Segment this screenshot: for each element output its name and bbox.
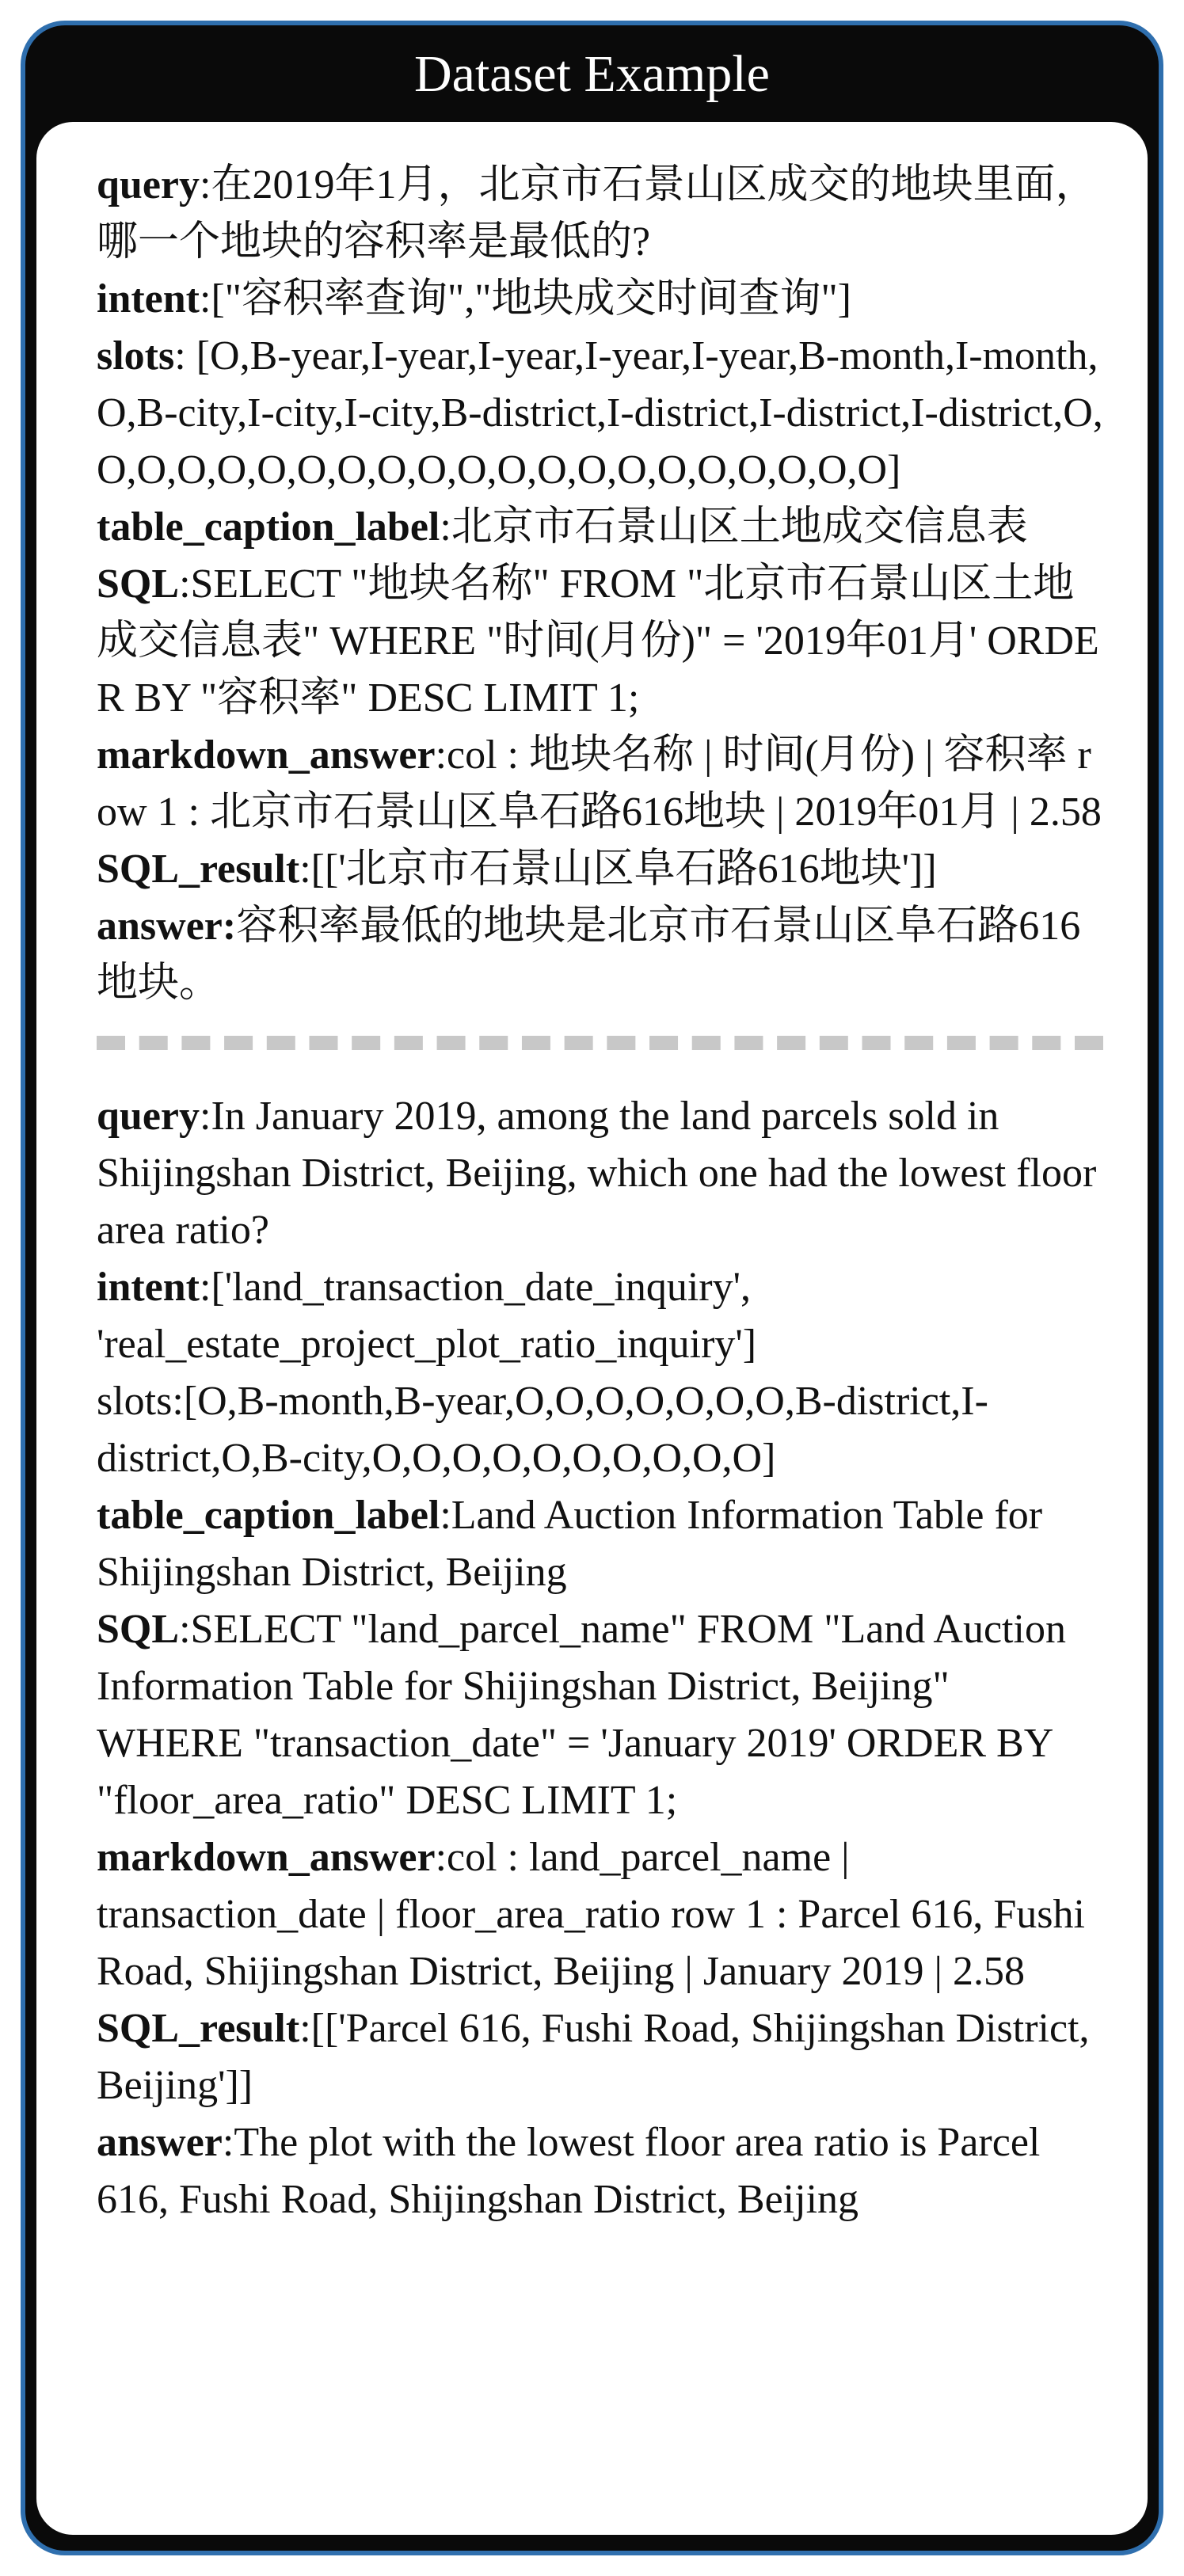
- en-slots-field: [97, 1373, 1103, 1487]
- en-markdown-answer-field: markdown_answer:col : land_parcel_name | transaction_date | floor_area_ratio row 1 : Parcel 616, Fushi Road, Shijingshan District, Beijing | January 2019 | 2.58: [97, 1835, 1085, 1994]
- cn-table-caption-value: 北京市石景山区土地成交信息表: [451, 504, 1028, 550]
- en-answer-field: answer:The plot with the lowest floor area ratio is Parcel 616, Fushi Road, Shijingshan District, Beijing: [97, 2120, 1041, 2222]
- en-sql-field: SQL:SELECT "land_parcel_name" FROM "Land Auction Information Table for Shijingshan District, Beijing" WHERE "transaction_date" = 'January 2019' ORDER BY "floor_area_ratio" DESC LIMIT 1;: [97, 1607, 1066, 1823]
- section-divider: [97, 1036, 1103, 1050]
- en-sql-value: SELECT "land_parcel_name" FROM "Land Auction Information Table for Shijingshan District, Beijing" WHERE "transaction_date" = 'January 2019' ORDER BY "floor_area_ratio" DESC LIMIT 1;: [97, 1607, 1066, 1823]
- cn-intent-value: ["容积率查询","地块成交时间查询"]: [211, 276, 851, 322]
- cn-slots-value: [O,B-year,I-year,I-year,I-year,I-year,B-month,I-month,O,B-city,I-city,I-city,B-district,I-district,I-district,I-district,O,O,O,O,O,O,O,O,O,O,O,O,O,O,O,O,O,O,O,O,O]: [97, 333, 1103, 493]
- cn-sql-result-field: SQL_result:[['北京市石景山区阜石路616地块']]: [97, 847, 937, 892]
- cn-sql-result-value: [['北京市石景山区阜石路616地块']]: [310, 847, 937, 892]
- en-slots-value: slots:[O,B-month,B-year,O,O,O,O,O,O,O,B-district,I-district,O,B-city,O,O,O,O,O,O,O,O,O,O]: [97, 1379, 988, 1481]
- cn-query-field: query:在2019年1月，北京市石景山区成交的地块里面，哪一个地块的容积率是最低的?: [97, 162, 1097, 264]
- content-panel: [36, 122, 1148, 2535]
- dataset-example-card: [21, 21, 1163, 2555]
- english-example: [97, 1088, 1103, 2228]
- en-markdown-answer-value: col : land_parcel_name | transaction_date | floor_area_ratio row 1 : Parcel 616, Fushi Road, Shijingshan District, Beijing | January 2019 | 2.58: [97, 1835, 1085, 1994]
- cn-query-value: 在2019年1月，北京市石景山区成交的地块里面，哪一个地块的容积率是最低的?: [97, 162, 1097, 264]
- en-sql-result-value: [['Parcel 616, Fushi Road, Shijingshan District, Beijing']]: [97, 2006, 1090, 2108]
- cn-markdown-answer-field: markdown_answer:col : 地块名称 | 时间(月份) | 容积率 row 1 : 北京市石景山区阜石路616地块 | 2019年01月 | 2.58: [97, 732, 1102, 835]
- cn-markdown-answer-value: col : 地块名称 | 时间(月份) | 容积率 row 1 : 北京市石景山区阜石路616地块 | 2019年01月 | 2.58: [97, 732, 1102, 835]
- cn-table-caption-field: table_caption_label:北京市石景山区土地成交信息表: [97, 504, 1028, 550]
- card-title: Dataset Example: [414, 45, 770, 103]
- chinese-example: [97, 157, 1103, 1012]
- en-table-caption-field: table_caption_label:Land Auction Information Table for Shijingshan District, Beijing: [97, 1493, 1043, 1595]
- en-answer-value: The plot with the lowest floor area ratio is Parcel 616, Fushi Road, Shijingshan District, Beijing: [97, 2120, 1041, 2222]
- cn-sql-field: SQL:SELECT "地块名称" FROM "北京市石景山区土地成交信息表" WHERE "时间(月份)" = '2019年01月' ORDER BY "容积率" DESC LIMIT 1;: [97, 561, 1099, 721]
- cn-answer-value: 容积率最低的地块是北京市石景山区阜石路616地块。: [97, 904, 1081, 1006]
- en-query-field: query:In January 2019, among the land parcels sold in Shijingshan District, Beijing, which one had the lowest floor area ratio?: [97, 1094, 1097, 1253]
- en-intent-field: intent:['land_transaction_date_inquiry', 'real_estate_project_plot_ratio_inquiry']: [97, 1265, 757, 1367]
- en-table-caption-value: Land Auction Information Table for Shijingshan District, Beijing: [97, 1493, 1043, 1595]
- cn-sql-value: SELECT "地块名称" FROM "北京市石景山区土地成交信息表" WHERE "时间(月份)" = '2019年01月' ORDER BY "容积率" DESC LIMIT 1;: [97, 561, 1099, 721]
- en-sql-result-field: SQL_result:[['Parcel 616, Fushi Road, Shijingshan District, Beijing']]: [97, 2006, 1090, 2108]
- en-query-value: In January 2019, among the land parcels sold in Shijingshan District, Beijing, which one had the lowest floor area ratio?: [97, 1094, 1097, 1253]
- cn-answer-field: answer:容积率最低的地块是北京市石景山区阜石路616地块。: [97, 904, 1081, 1006]
- cn-intent-field: intent:["容积率查询","地块成交时间查询"]: [97, 276, 851, 322]
- cn-slots-field: slots: [O,B-year,I-year,I-year,I-year,I-year,B-month,I-month,O,B-city,I-city,I-city,B-district,I-district,I-district,I-district,O,O,O,O,O,O,O,O,O,O,O,O,O,O,O,O,O,O,O,O,O]: [97, 333, 1103, 493]
- en-intent-value: ['land_transaction_date_inquiry', 'real_estate_project_plot_ratio_inquiry']: [97, 1265, 757, 1367]
